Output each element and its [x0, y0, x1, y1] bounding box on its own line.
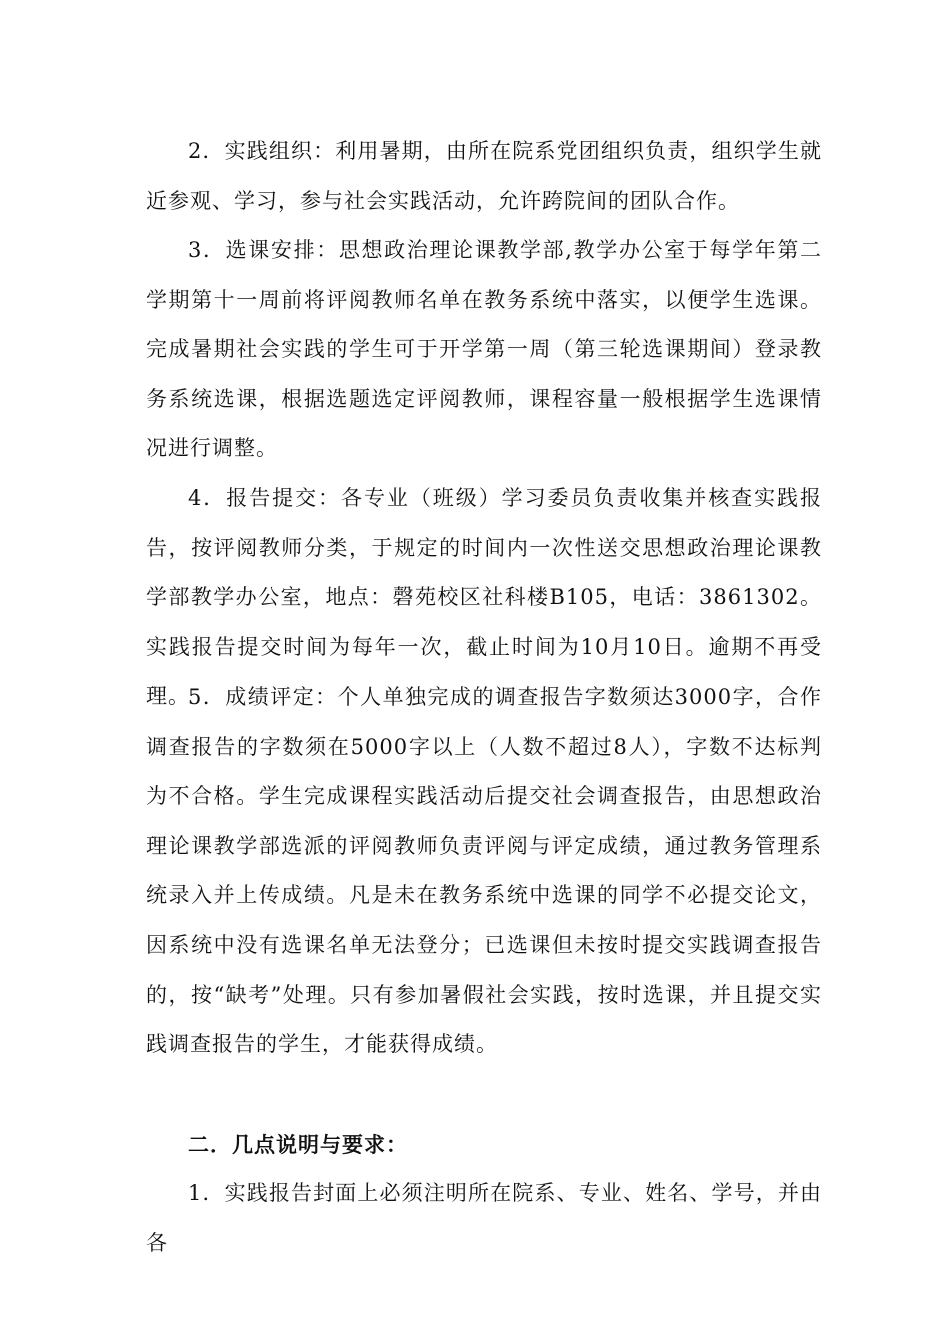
paragraph-course-selection: 3．选课安排：思想政治理论课教学部,教学办公室于每学年第二学期第十一周前将评阅教师名单在教务系统中落实，以便学生选课。完成暑期社会实践的学生可于开学第一周（第三轮选课期间）登录教务系统选课，根据选题选定评阅教师，课程容量一般根据学生选课情况进行调整。: [146, 238, 822, 461]
paragraph-practice-organization: 2．实践组织：利用暑期，由所在院系党团组织负责，组织学生就近参观、学习，参与社会实践活动，允许跨院间的团队合作。: [146, 139, 822, 213]
paragraph-grading: 5．成绩评定：个人单独完成的调查报告字数须达3000字，合作调查报告的字数须在5000字以上（人数不超过8人），字数不达标判为不合格。学生完成课程实践活动后提交社会调查报告，由思想政治理论课教学部选派的评阅教师负责评阅与评定成绩，通过教务管理系统录入并上传成绩。凡是未在教务系统中选课的同学不必提交论文，因系统中没有选课名单无法登分；已选课但未按时提交实践调查报告的，按“缺考”处理。只有参加暑假社会实践，按时选课，并且提交实践调查报告的学生，才能获得成绩。: [146, 685, 822, 1057]
section-heading: 二．几点说明与要求：: [188, 1132, 408, 1157]
requirement-item-1: 1．实践报告封面上必须注明所在院系、专业、姓名、学号，并由各: [146, 1181, 822, 1255]
paragraph-report-submission: 4．报告提交：各专业（班级）学习委员负责收集并核查实践报告，按评阅教师分类，于规定的时间内一次性送交思想政治理论课教学部教学办公室，地点：磬苑校区社科楼B105，电话：3861302。实践报告提交时间为每年一次，截止时间为10月10日。逾期不再受理。: [146, 486, 822, 709]
